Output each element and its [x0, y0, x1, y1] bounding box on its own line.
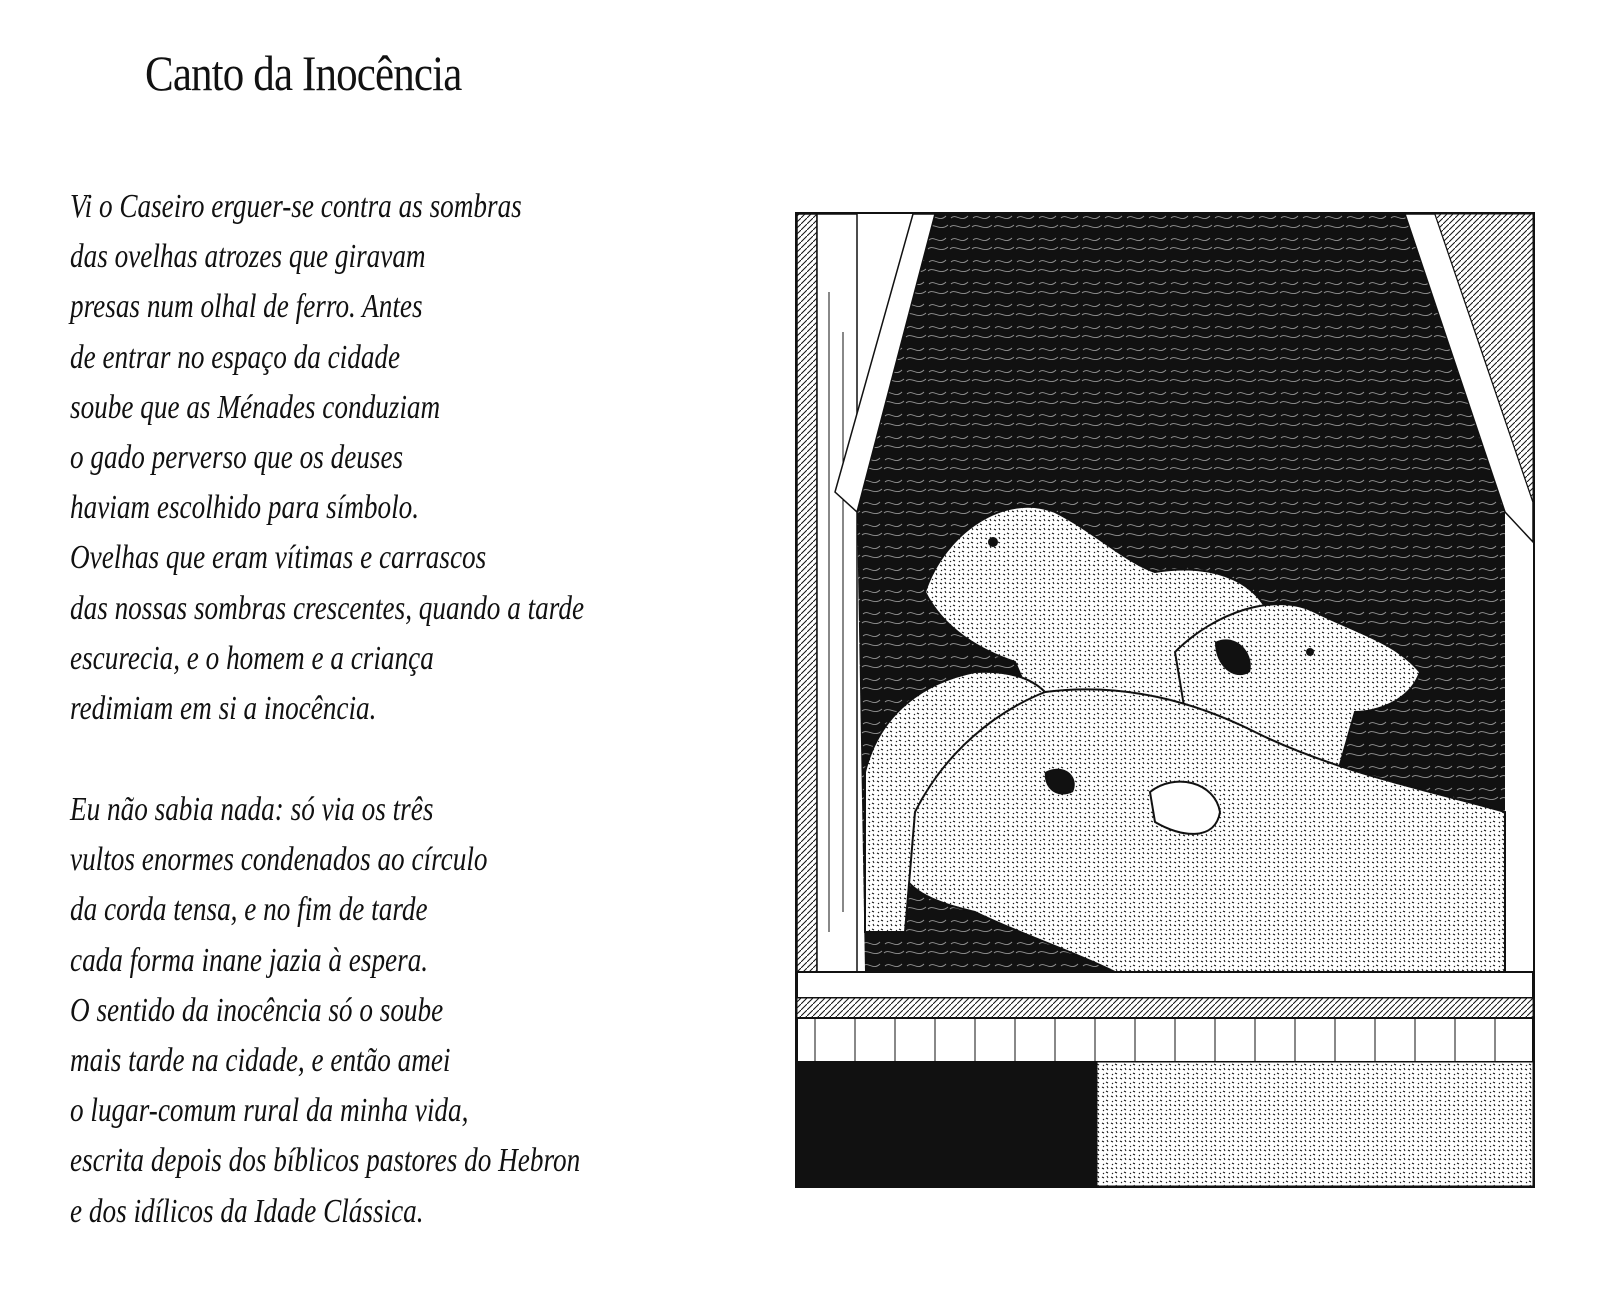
- sheep-illustration: [795, 212, 1535, 1188]
- poem-line: Vi o Caseiro erguer-se contra as sombras: [70, 188, 522, 225]
- poem-line: redimiam em si a inocência.: [70, 689, 377, 727]
- poem-line: de entrar no espaço da cidade: [70, 338, 401, 376]
- stanza-2: [70, 785, 584, 1237]
- poem-line: presas num olhal de ferro. Antes: [70, 288, 423, 326]
- stanza-1: [70, 182, 584, 734]
- poem-line: cada forma inane jazia à espera.: [70, 941, 429, 979]
- poem-line: mais tarde na cidade, e então amei: [70, 1042, 451, 1079]
- poem-line: O sentido da inocência só o soube: [70, 991, 444, 1029]
- poem-line: da corda tensa, e no fim de tarde: [70, 891, 428, 929]
- poem-line: escrita depois dos bíblicos pastores do Hebron: [70, 1142, 581, 1180]
- poem-line: das nossas sombras crescentes, quando a tarde: [70, 589, 585, 627]
- poem-title: Canto da Inocência: [145, 45, 462, 101]
- poem-body: [70, 182, 584, 1237]
- poem-line: o lugar-comum rural da minha vida,: [70, 1092, 469, 1130]
- sheep-icon: [795, 212, 1535, 1188]
- poem-line: Eu não sabia nada: só via os três: [70, 791, 434, 829]
- poem-line: haviam escolhido para símbolo.: [70, 489, 420, 527]
- poem-line: vultos enormes condenados ao círculo: [70, 841, 488, 879]
- poem-line: o gado perverso que os deuses: [70, 438, 404, 476]
- poem-line: Ovelhas que eram vítimas e carrascos: [70, 539, 487, 577]
- poem-line: das ovelhas atrozes que giravam: [70, 238, 426, 276]
- poem-line: soube que as Ménades conduziam: [70, 388, 441, 426]
- poem-line: e dos idílicos da Idade Clássica.: [70, 1192, 424, 1230]
- poem-line: escurecia, e o homem e a criança: [70, 639, 434, 677]
